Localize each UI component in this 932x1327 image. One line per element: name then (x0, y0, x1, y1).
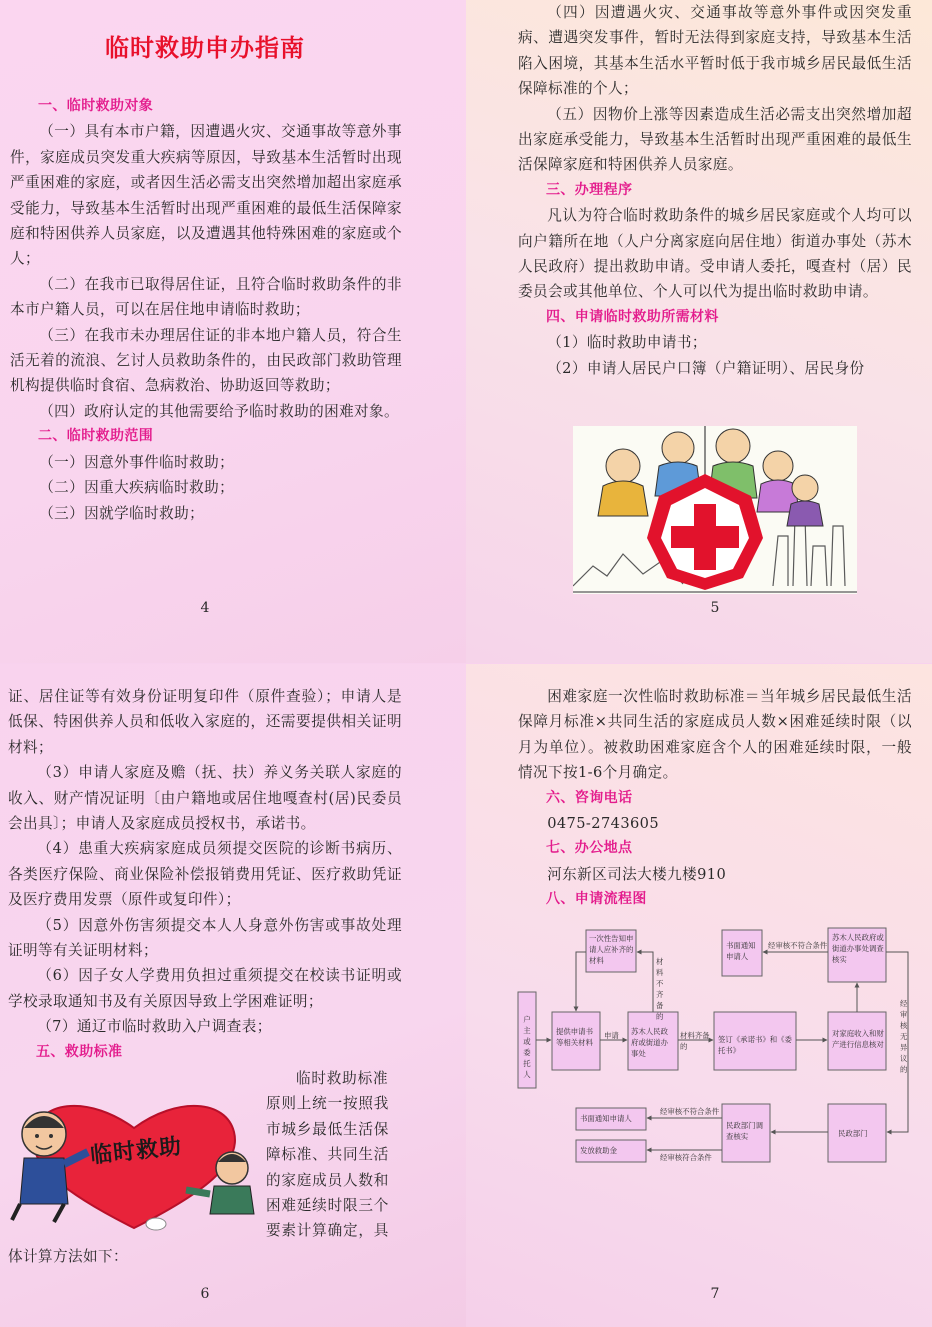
flow-edge-fail-1: 经审核不符合条件 (768, 941, 828, 950)
section-heading-8: 八、申请流程图 (546, 891, 647, 908)
flow-edge-no-objection: 经审核无异议的 (900, 999, 908, 1074)
page-6 (0, 664, 466, 1327)
list-item: （2）申请人居民户口簿（户籍证明）、居民身份 (547, 359, 865, 377)
medical-cross-illustration (573, 426, 857, 594)
paragraph: （四）政府认定的其他需要给予临时救助的困难对象。 (39, 402, 400, 420)
list-item: （1）临时救助申请书； (547, 334, 707, 352)
paragraph: （一）具有本市户籍，因遭遇火灾、交通事故等意外事件，家庭成员突发重大疾病等原因，导致基本生活暂时出现严重困难的家庭，或者因生活必需支出突然增加超出家庭承受能力，导致基本生活暂时出现严重困难的最低生活保障家庭和特困供养人员家庭，以及遭遇其他特殊困难的家庭或个人； (10, 123, 402, 268)
flow-edge-incomplete: 材料不齐备的 (656, 957, 664, 1021)
text-line: 障标准、共同生活 (266, 1146, 390, 1164)
paragraph: （7）通辽市临时救助入户调查表； (37, 1018, 272, 1036)
page-title: 临时救助申办指南 (105, 33, 305, 62)
paragraph: （五）因物价上涨等因素造成生活必需支出突然增加超出家庭承受能力，导致基本生活暂时出现严重困难的最低生活保障家庭和特困供养人员家庭。 (518, 105, 912, 174)
paragraph: （3）申请人家庭及赡（抚、扶）养义务关联人家庭的收入、财产情况证明〔由户籍地或居住地嘎查村(居)民委员会出具〕；申请人及家庭成员授权书，承诺书。 (8, 764, 402, 833)
text-line: 原则上统一按照我 (266, 1095, 390, 1113)
section-heading-1: 一、临时救助对象 (38, 98, 154, 114)
flow-edge-fail-2: 经审核不符合条件 (660, 1107, 720, 1116)
paragraph: （三）在我市未办理居住证的非本地户籍人员，符合生活无着的流浪、乞讨人员救助条件的，由民政部门救助管理机构提供临时食宿、急病救治、协助返回等救助； (10, 326, 402, 395)
flow-edge-complete: 材料齐备的 (680, 1031, 710, 1051)
flow-sumu-label: 苏木人民政府或街道办事处 (631, 1027, 668, 1058)
standard-tail (8, 1244, 402, 1269)
text-line: 临时救助标准 (296, 1070, 389, 1087)
section-heading-6: 六、咨询电话 (546, 789, 633, 806)
page-4-body (10, 94, 402, 526)
text-line: 要素计算确定，具 (266, 1222, 390, 1240)
page-7 (466, 664, 932, 1327)
text-line: 的家庭成员人数和 (266, 1171, 390, 1189)
page-6-body (8, 684, 402, 1065)
flow-edge-pass: 经审核符合条件 (660, 1153, 712, 1162)
flow-civil-label: 民政部门 (838, 1129, 868, 1138)
flow-sign-label: 签订《承诺书》和《委托书》 (718, 1035, 792, 1055)
paragraph: 证、居住证等有效身份证明复印件（原件查验）；申请人是低保、特困供养人员和低收入家庭的，还需要提供相关证明材料； (8, 688, 402, 756)
section-heading-3: 三、办理程序 (546, 181, 633, 198)
list-item: （二）因重大疾病临时救助； (39, 479, 235, 497)
flow-notify2-label: 书面通知申请人 (580, 1114, 632, 1123)
office-address: 河东新区司法大楼九楼910 (547, 865, 727, 883)
flow-civil-check-label: 民政部门调查核实 (726, 1121, 763, 1141)
section-heading-7: 七、办公地点 (546, 840, 633, 857)
section-heading-2: 二、临时救助范围 (38, 428, 154, 445)
paragraph: （5）因意外伤害须提交本人人身意外伤害或事故处理证明等有关证明材料； (8, 916, 402, 960)
paragraph: （四）因遭遇火灾、交通事故等意外事件或因突发重病、遭遇突发事件，暂时无法得到家庭支持，导致基本生活陷入困境，其基本生活水平暂时低于我市城乡居民最低生活保障标准的个人； (518, 4, 912, 98)
flow-applicant-label: 户主或委托人 (523, 1015, 531, 1079)
section-heading-4: 四、申请临时救助所需材料 (546, 308, 719, 325)
flow-edge-apply: 申请 (604, 1031, 619, 1040)
flow-pay-label: 发放救助金 (580, 1146, 617, 1155)
section-heading-5: 五、救助标准 (36, 1043, 123, 1060)
page-7-body (518, 684, 912, 913)
text-line: 困难延续时限三个 (266, 1197, 390, 1215)
list-item: （一）因意外事件临时救助； (39, 453, 235, 471)
page-4 (0, 0, 466, 663)
list-item: （三）因就学临时救助； (39, 504, 205, 522)
page-number: 5 (710, 600, 720, 616)
flow-notify-written-label: 书面通知申请人 (726, 941, 756, 961)
flow-investigate-label: 对家庭收入和财产进行信息核对 (832, 1029, 884, 1049)
paragraph: 体计算方法如下： (8, 1248, 128, 1265)
paragraph: 困难家庭一次性临时救助标准＝当年城乡居民最低生活保障月标准×共同生活的家庭成员人数×困难延续时限（以月为单位）。被救助困难家庭含个人的困难延续时限，一般情况下按1-6个月确定。 (518, 688, 912, 782)
paragraph: （4）患重大疾病家庭成员须提交医院的诊断书病历、各类医疗保险、商业保险补偿报销费用凭证、医疗救助凭证及医疗费用发票（原件或复印件）； (8, 840, 402, 909)
page-number: 6 (200, 1286, 210, 1302)
paragraph: 凡认为符合临时救助条件的城乡居民家庭或个人均可以向户籍所在地（人户分离家庭向居住地）街道办事处（苏木人民政府）提出救助申请。受申请人委托，嘎查村（居）民委员会或其他单位、个人可以代为提出临时救助申请。 (518, 207, 912, 301)
paragraph: （二）在我市已取得居住证，且符合临时救助条件的非本市户籍人员，可以在居住地申请临时救助； (10, 275, 402, 319)
page-5-body (518, 0, 912, 381)
flow-submit-label: 提供申请书等相关材料 (556, 1027, 593, 1047)
page-number: 4 (200, 600, 210, 616)
phone-number: 0475-2743605 (547, 815, 660, 833)
flow-sumu-check-label: 苏木人民政府或街道办事处调查核实 (832, 933, 884, 964)
page-number: 7 (710, 1286, 720, 1302)
flowchart-labels (516, 922, 916, 1172)
paragraph: （6）因子女人学费用负担过重须提交在校读书证明或学校录取通知书及有关原因导致上学困难证明； (8, 967, 402, 1010)
flow-notice-once-label: 一次性告知申请人应补齐的材料 (589, 934, 634, 965)
standard-side-text (266, 1066, 406, 1244)
page-5 (466, 0, 932, 663)
heart-label: 临时救助 (89, 1134, 184, 1169)
text-line: 市城乡最低生活保 (266, 1120, 390, 1138)
